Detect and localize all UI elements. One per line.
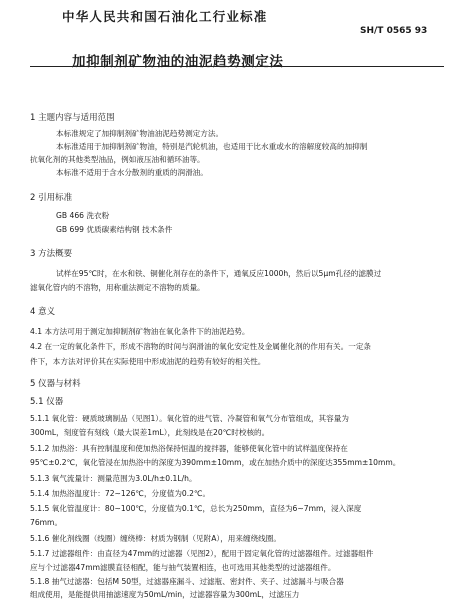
section-3-para-1a: 试样在95℃时，在水和铁、铜催化剂存在的条件下，通氧反应1000h，然后以5μm孔径的滤膜过 [56,269,382,278]
clause-5-1-5b: 76mm。 [30,518,63,527]
section-5-heading: 5 仪器与材料 [30,379,81,389]
clause-5-1-7b: 应与个过滤器47mm滤膜直径相配，能与抽气装置相连，也可选用其他类型的过滤器组件。 [30,563,336,572]
clause-5-1-7a: 5.1.7 过滤器组件：由直径为47mm的过滤器（见图2），配用于固定氧化管的过滤器组件。过滤器组件 [30,549,374,558]
clause-5-1-1b: 300mL，刻度管有刻线（最大误差1mL），此刻线是在20℃时校核的。 [30,428,270,437]
section-1-para-2a: 本标准适用于加抑制剂矿物油，特别是汽轮机油，也适用于比水重或水的溶解度较高的加抑制 [56,142,368,151]
section-2-heading: 2 引用标准 [30,193,73,203]
reference-2: GB 699 优质碳素结构钢 技术条件 [56,225,173,234]
standard-code: SH/T 0565 93 [360,26,428,36]
subsection-5-1-heading: 5.1 仪器 [30,397,64,407]
clause-5-1-2b: 95℃±0.2℃，氧化管浸在加热浴中的深度为390mm±10mm，或在加热介质中的深度达355mm±10mm。 [30,458,401,467]
clause-4-1: 4.1 本方法可用于测定加抑制剂矿物油在氧化条件下的油泥趋势。 [30,327,250,336]
clause-4-2a: 4.2 在一定的氧化条件下，形成不溶物的时间与润滑油的氧化安定性及金属催化剂的作用有关。一定条 [30,342,372,351]
section-1-para-3: 本标准不适用于含水分散剂的重质的润滑油。 [56,168,208,177]
section-3-para-1b: 滤氧化管内的不溶物，用称重法测定不溶物的质量。 [30,283,205,292]
section-1-heading: 1 主题内容与适用范围 [30,113,115,123]
document-title: 加抑制剂矿物油的油泥趋势测定法 [72,54,284,70]
reference-1: GB 466 洗衣粉 [56,211,110,220]
section-4-heading: 4 意义 [30,307,56,317]
clause-5-1-5a: 5.1.5 氧化管温度计：80~100℃，分度值为0.1℃，总长为250mm，直径为6~7mm，浸入深度 [30,504,362,513]
title-divider [30,66,444,67]
clause-5-1-3: 5.1.3 氧气流量计：测量范围为3.0L/h±0.1L/h。 [30,474,197,483]
clause-5-1-8a: 5.1.8 抽气过滤器：包括M 50型，过滤器座漏斗、过滤瓶、密封件、夹子、过滤漏斗与吸合器 [30,577,344,586]
clause-5-1-6: 5.1.6 催化剂线圈（线圈）缠绕棒：材质为钢制（见附A），用来缠绕线圈。 [30,534,281,543]
section-1-para-1: 本标准规定了加抑制剂矿物油油泥趋势测定方法。 [56,129,224,138]
section-3-heading: 3 方法概要 [30,249,73,259]
clause-5-1-1a: 5.1.1 氧化管：硬质玻璃制品（见图1）。氧化管的进气管、冷凝管和氧气分布管组成，其容量为 [30,414,349,423]
clause-5-1-8b: 组成使用，是能提供用抽滤速度为50mL/min，过滤器容量为300mL，过滤压力 [30,590,300,599]
clause-5-1-4: 5.1.4 加热浴温度计：72~126℃，分度值为0.2℃。 [30,489,211,498]
section-1-para-2b: 抗氧化剂的其他类型油品，例如液压油和循环油等。 [30,155,205,164]
standard-organization: 中华人民共和国石油化工行业标准 [62,9,268,24]
clause-4-2b: 件下，本方法对评价其在实际使用中形成油泥的趋势有较好的相关性。 [30,357,266,366]
clause-5-1-2a: 5.1.2 加热浴：具有控制温度和使加热浴保持恒温的搅拌器，能够使氧化管中的试样温度保持在 [30,444,348,453]
